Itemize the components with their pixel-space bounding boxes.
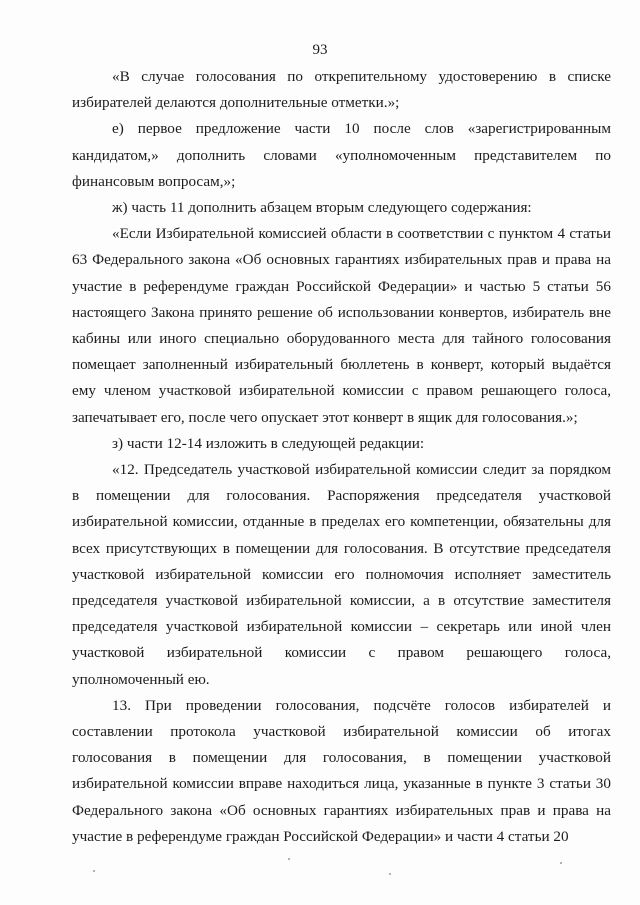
scan-speck xyxy=(93,870,95,872)
paragraph-envelope-voting: «Если Избирательной комиссией области в соответствии с пунктом 4 статьи 63 Федерального закона «Об основных гарантиях избирательных прав и права на участие в референдуме граждан Российской Федерации» и частью 5 статьи 56 настоящего Закона принято решение об использовании конвертов, избиратель вне кабины или иного специально оборудованного места для тайного голосования помещает заполненный избирательный бюллетень в конверт, который выдаётся ему членом участковой избирательной комиссии с правом решающего голоса, запечатывает его, после чего опускает этот конверт в ящик для голосования.»; xyxy=(72,225,611,426)
page-number: 93 xyxy=(312,42,328,58)
paragraph-absentee-ballot-note: «В случае голосования по открепительному удостоверению в списке избирателей делаются дополнительные отметки.»; xyxy=(72,68,611,112)
scan-speck xyxy=(560,862,562,864)
paragraph-amendment-z: з) части 12-14 изложить в следующей редакции: xyxy=(112,434,425,452)
document-body xyxy=(72,64,611,850)
paragraph-amendment-e: е) первое предложение части 10 после слов «зарегистрированным кандидатом,» дополнить словами «уполномоченным представителем по финансовым вопросам,»; xyxy=(72,120,611,190)
scan-speck xyxy=(389,873,391,875)
paragraph-amendment-zh: ж) часть 11 дополнить абзацем вторым следующего содержания: xyxy=(112,199,532,217)
scan-speck xyxy=(288,858,290,860)
paragraph-clause-13: 13. При проведении голосования, подсчёте голосов избирателей и составлении протокола участковой избирательной комиссии об итогах голосования в помещении для голосования, в помещении участковой избирательной комиссии вправе находиться лица, указанные в пункте 3 статьи 30 Федерального закона «Об основных гарантиях избирательных прав и права на участие в референдуме граждан Российской Федерации» и части 4 статьи 20 xyxy=(72,696,611,845)
paragraph-clause-12: «12. Председатель участковой избирательной комиссии следит за порядком в помещении для голосования. Распоряжения председателя участковой избирательной комиссии, отданные в пределах его компетенции, обязательны для всех присутствующих в помещении для голосования. В отсутствие председателя участковой избирательной комиссии его полномочия исполняет заместитель председателя участковой избирательной комиссии, а в отсутствие заместителя председателя участковой избирательной комиссии – секретарь или иной член участковой избирательной комиссии с правом решающего голоса, уполномоченный ею. xyxy=(72,461,611,688)
